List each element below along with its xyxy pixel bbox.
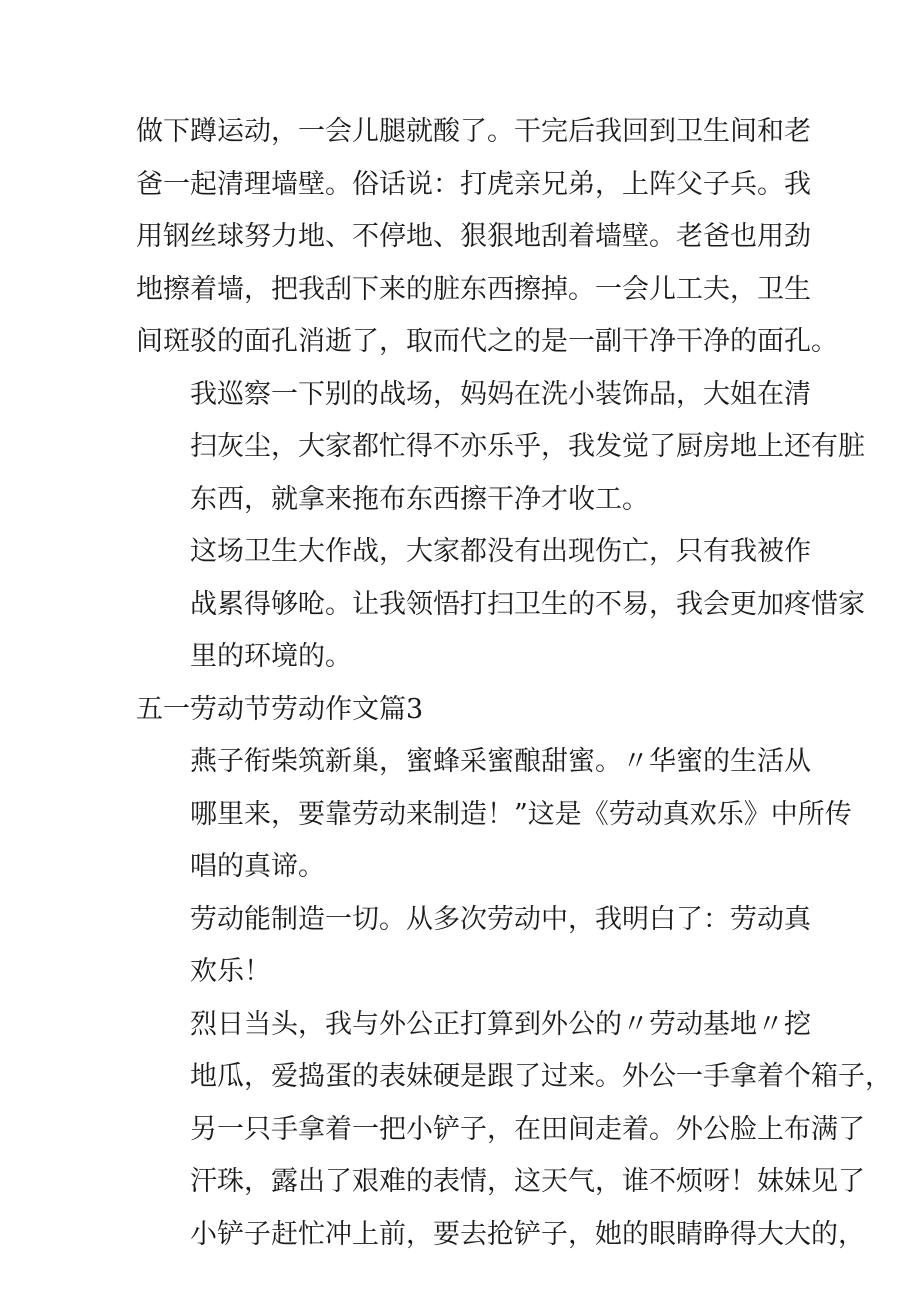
text-line: 另一只手拿着一把小铲子，在田间走着。外公脸上布满了 [190,1113,865,1145]
text-line: 唱的真谛。 [190,851,325,882]
paragraph [136,106,838,369]
text-line: 间斑驳的面孔消逝了，取而代之的是一副干净干净的面孔。 [136,326,838,357]
paragraph [136,526,865,684]
text-line: 汗珠，露出了艰难的表情，这天气，谁不烦呀！妹妹见了 [190,1166,865,1197]
text-line: 地瓜，爱捣蛋的表妹硬是跟了过来。外公一手拿着个箱子， [190,1061,892,1092]
text-line: 劳动能制造一切。从多次劳动中，我明白了：劳动真 [190,903,811,935]
text-line: 里的环境的。 [190,641,352,672]
text-line: 小铲子赶忙冲上前，要去抢铲子，她的眼睛睁得大大的， [190,1218,865,1250]
section-heading [136,684,796,737]
text-line: 烈日当头，我与外公正打算到外公的〃劳动基地〃挖 [190,1008,811,1040]
paragraph [136,369,865,527]
text-line: 扫灰尘，大家都忙得不亦乐乎，我发觉了厨房地上还有脏 [190,431,865,462]
text-line: 爸一起清理墙壁。俗话说：打虎亲兄弟，上阵父子兵。我 [136,168,811,200]
text-line: 东西，就拿来拖布东西擦干净才收工。 [190,483,649,515]
text-line: 做下蹲运动，一会儿腿就酸了。干完后我回到卫生间和老 [136,116,811,147]
paragraph [136,736,852,894]
text-line: 地擦着墙，把我刮下来的脏东西擦掉。一会儿工夫，卫生 [136,273,811,305]
heading-text: 五一劳动节劳动作文篇3 [136,693,424,725]
text-line: 哪里来，要靠劳动来制造！”这是《劳动真欢乐》中所传 [190,798,852,830]
text-line: 战累得够呛。让我领悟打扫卫生的不易，我会更加疼惜家 [190,588,865,620]
document-body [136,106,892,1261]
text-line: 我巡察一下别的战场，妈妈在洗小装饰品，大姐在清 [190,378,811,410]
paragraph [136,894,811,999]
text-line: 用钢丝球努力地、不停地、狠狠地刮着墙壁。老爸也用劲 [136,221,811,252]
text-line: 燕子衔柴筑新巢，蜜蜂采蜜酿甜蜜。〃华蜜的生活从 [190,746,811,777]
paragraph [136,999,892,1262]
text-line: 欢乐！ [190,956,271,987]
text-line: 这场卫生大作战，大家都没有出现伤亡，只有我被作 [190,536,811,567]
